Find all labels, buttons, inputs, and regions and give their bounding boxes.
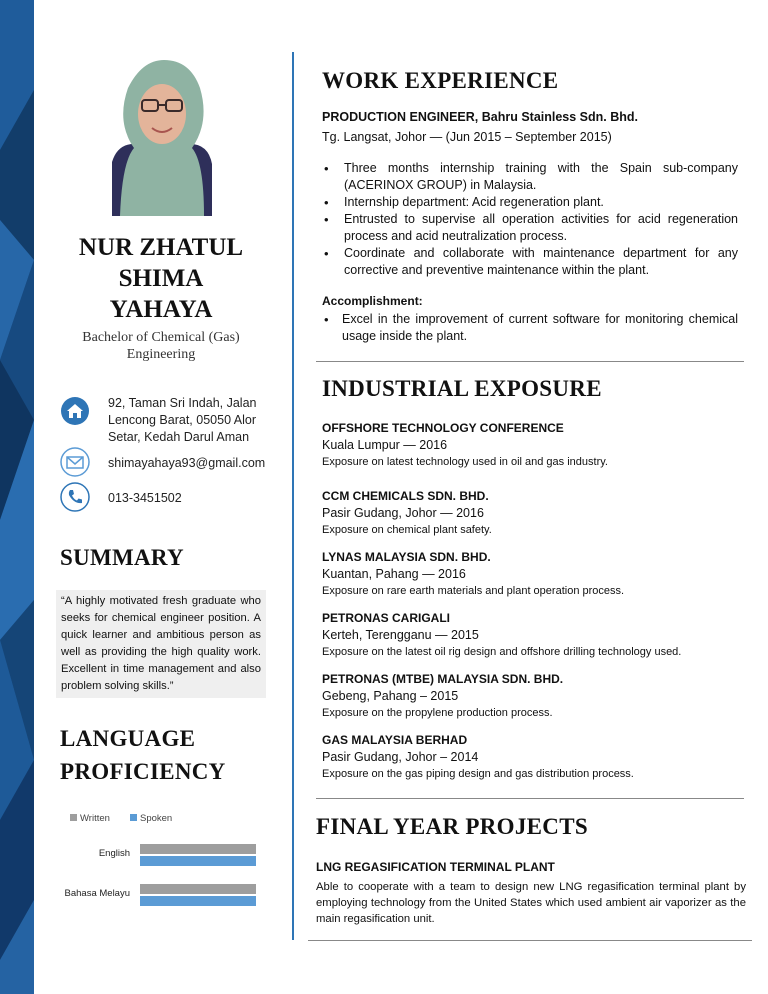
exposure-description: Exposure on the gas piping design and gas distribution process. bbox=[322, 768, 634, 780]
job-title: PRODUCTION ENGINEER, Bahru Stainless Sdn. Bhd. bbox=[322, 110, 639, 124]
exposure-location: Kuantan, Pahang — 2016 bbox=[322, 567, 466, 581]
exposure-location: Kuala Lumpur — 2016 bbox=[322, 438, 448, 452]
exposure-description: Exposure on chemical plant safety. bbox=[322, 524, 492, 536]
work-bullets bbox=[322, 160, 738, 279]
exposure-name: LYNAS MALAYSIA SDN. BHD. bbox=[322, 550, 491, 564]
email-link[interactable]: shimayahaya93@gmail.com bbox=[108, 456, 266, 470]
phone-text: 013-3451502 bbox=[108, 491, 182, 505]
legend-swatch bbox=[70, 814, 77, 821]
name-line: YAHAYA bbox=[109, 296, 213, 323]
bar bbox=[140, 896, 256, 906]
exposure-item bbox=[322, 671, 742, 722]
final-year-projects-heading: FINAL YEAR PROJECTS bbox=[316, 814, 588, 839]
list-item: • Three months internship training with the Spain sub-company (ACERINOX GROUP) in Malaysia. bbox=[322, 160, 738, 194]
language-heading-line: LANGUAGE bbox=[60, 726, 196, 751]
list-item: • Internship department: Acid regeneration plant. bbox=[322, 194, 738, 211]
language-heading-line: PROFICIENCY bbox=[60, 759, 226, 784]
column-divider bbox=[292, 52, 294, 940]
phone-icon bbox=[60, 482, 90, 512]
list-item: • Entrusted to supervise all operation activities for acid regeneration process and acid neutralization process. bbox=[322, 211, 738, 245]
exposure-name: GAS MALAYSIA BERHAD bbox=[322, 733, 468, 747]
exposure-name: CCM CHEMICALS SDN. BHD. bbox=[322, 489, 489, 503]
summary-box bbox=[56, 590, 266, 698]
legend-swatch bbox=[130, 814, 137, 821]
exposure-description: Exposure on rare earth materials and plant operation process. bbox=[322, 585, 625, 597]
language-heading bbox=[60, 722, 226, 788]
profile-photo bbox=[98, 52, 226, 216]
category-label: English bbox=[98, 848, 130, 859]
list-item: • Excel in the improvement of current software for monitoring chemical usage inside the plant. bbox=[322, 311, 738, 345]
exposure-item bbox=[322, 488, 742, 539]
section-divider bbox=[308, 940, 752, 941]
name-line: SHIMA bbox=[118, 265, 204, 292]
exposure-description: Exposure on the latest oil rig design and offshore drilling technology used. bbox=[322, 646, 682, 658]
bar bbox=[140, 844, 256, 854]
summary-heading: SUMMARY bbox=[60, 545, 184, 570]
language-chart bbox=[56, 806, 286, 916]
exposure-name: PETRONAS (MTBE) MALAYSIA SDN. BHD. bbox=[322, 672, 564, 686]
industrial-exposure-heading: INDUSTRIAL EXPOSURE bbox=[322, 376, 602, 401]
bar bbox=[140, 884, 256, 894]
exposure-item bbox=[322, 732, 742, 783]
exposure-name: PETRONAS CARIGALI bbox=[322, 611, 451, 625]
exposure-item bbox=[322, 549, 742, 600]
exposure-description: Exposure on the propylene production process. bbox=[322, 707, 553, 719]
exposure-location: Pasir Gudang, Johor – 2014 bbox=[322, 750, 479, 764]
name-line: NUR ZHATUL bbox=[78, 234, 244, 261]
exposure-item bbox=[322, 420, 742, 471]
home-icon bbox=[60, 396, 90, 426]
category-label: Bahasa Melayu bbox=[64, 888, 130, 899]
exposure-item bbox=[322, 610, 742, 661]
bar bbox=[140, 856, 256, 866]
project-description: Able to cooperate with a team to design new LNG regasification terminal plant by employing technology from the United States which used ambient air vaporizer as the main regasification unit. bbox=[316, 881, 746, 925]
mail-icon bbox=[60, 447, 90, 477]
legend-label: Spoken bbox=[140, 813, 173, 824]
work-experience-heading: WORK EXPERIENCE bbox=[322, 68, 559, 93]
legend-label: Written bbox=[80, 813, 110, 824]
candidate-name bbox=[52, 232, 270, 325]
exposure-location: Gebeng, Pahang – 2015 bbox=[322, 689, 459, 703]
accomplishment-label: Accomplishment: bbox=[322, 294, 423, 308]
section-divider bbox=[316, 798, 744, 799]
job-location: Tg. Langsat, Johor — (Jun 2015 – September 2015) bbox=[322, 130, 612, 144]
address-text: 92, Taman Sri Indah, Jalan Lencong Barat, 05050 Alor Setar, Kedah Darul Aman bbox=[108, 396, 257, 444]
summary-text: “A highly motivated fresh graduate who seeks for chemical engineer position. A quick learner and ambitious person as well as providing the high quality work. Excellent in time management and also problem solving skills.” bbox=[61, 595, 261, 692]
exposure-location: Kerteh, Terengganu — 2015 bbox=[322, 628, 479, 642]
exposure-location: Pasir Gudang, Johor — 2016 bbox=[322, 506, 484, 520]
degree-title: Bachelor of Chemical (Gas) Engineering bbox=[82, 330, 240, 362]
exposure-description: Exposure on latest technology used in oil and gas industry. bbox=[322, 456, 608, 468]
decorative-left-strip bbox=[0, 0, 34, 994]
section-divider bbox=[316, 361, 744, 362]
exposure-name: OFFSHORE TECHNOLOGY CONFERENCE bbox=[322, 421, 564, 435]
project-title: LNG REGASIFICATION TERMINAL PLANT bbox=[316, 860, 555, 874]
accomplishment-bullets bbox=[322, 311, 738, 345]
list-item: • Coordinate and collaborate with maintenance department for any corrective and preventive maintenance within the plant. bbox=[322, 245, 738, 279]
